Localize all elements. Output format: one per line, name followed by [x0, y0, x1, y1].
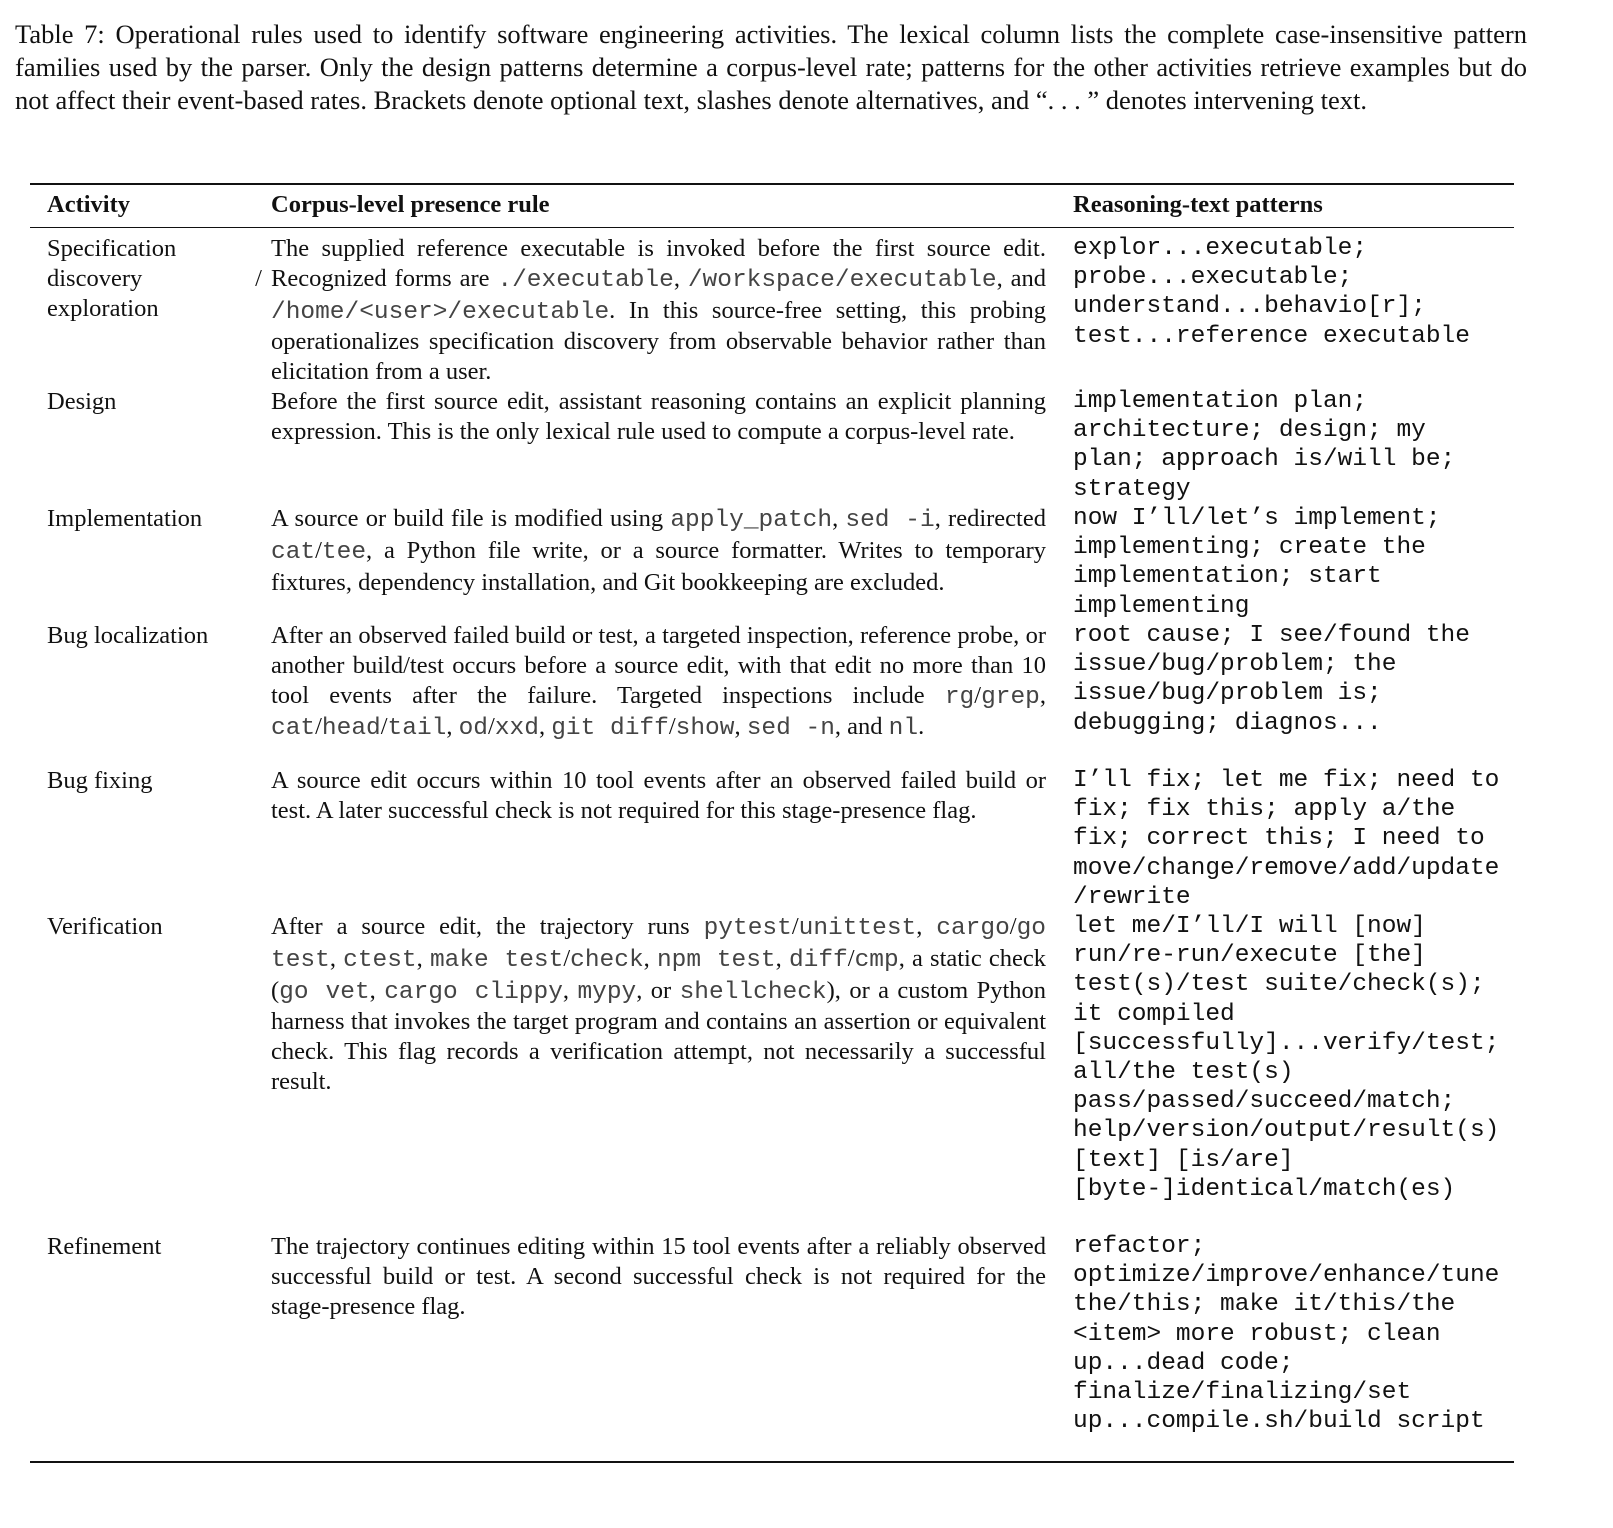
inline-code: git diff — [551, 715, 669, 743]
inline-code: apply_patch — [670, 506, 833, 534]
inline-code: ./executable — [497, 266, 674, 294]
table-row — [30, 766, 1514, 912]
inline-code: grep — [981, 683, 1040, 711]
rule-text: , — [643, 944, 657, 972]
inline-code: tail — [387, 715, 447, 743]
table-row — [30, 228, 1514, 387]
rule-text: / — [315, 713, 322, 741]
inline-code: sed -i — [845, 506, 935, 534]
rule-text: / — [791, 913, 799, 940]
rule-text: , a Python file write, or a source formatter. Writes to temporary fixtures, dependency installation, and Git bookkeeping are excluded. — [271, 536, 1046, 596]
activity-cell: Bug fixing — [47, 766, 153, 794]
table-caption: Table 7: Operational rules used to identify software engineering activities. The lexical column lists the complete case-insensitive pattern families used by the parser. Only the design patterns determine a corpus-level rate; patterns for the other activities retrieve examples but do not affect their event-based rates. Brackets denote optional text, slashes denote alternatives, and “. . . ” denotes intervening text. — [15, 19, 1527, 115]
inline-code: cmp — [854, 946, 899, 974]
inline-code: shellcheck — [679, 978, 827, 1006]
table-bottom-rule — [30, 1462, 1514, 1463]
inline-code: head — [321, 715, 381, 743]
inline-code: cargo clippy — [384, 978, 563, 1006]
rule-cell — [263, 387, 1046, 504]
patterns-cell: refactor; optimize/improve/enhance/tune the/this; make it/this/the <item> more robust; clean up...dead code; finalize/finalizing/set up...compile.sh/build script — [1073, 1233, 1500, 1436]
rule-text: / — [488, 713, 495, 741]
rule-text: A source edit occurs within 10 tool events after an observed failed build or test. A later successful check is not required for this stage-presence flag. — [271, 766, 1046, 824]
table-header-row — [30, 184, 1514, 228]
table-body — [30, 228, 1514, 1463]
patterns-cell: I’ll fix; let me fix; need to fix; fix this; apply a/the fix; correct this; I need to move/change/remove/add/update/rewrite — [1073, 766, 1500, 911]
rule-cell — [263, 504, 1046, 621]
inline-code: sed -n — [746, 715, 835, 743]
inline-code: go test — [271, 915, 1046, 974]
rule-text: . — [918, 713, 925, 741]
rule-text: After a source edit, the trajectory runs — [271, 913, 704, 940]
rule-cell — [263, 228, 1046, 387]
table-row — [30, 621, 1514, 766]
rule-cell — [263, 912, 1046, 1232]
table-row — [30, 1232, 1514, 1462]
rule-text: ), or a custom Python harness that invokes the target program and contains an assertion or equivalent check. This flag records a verification attempt, not necessarily a successful result. — [271, 976, 1047, 1095]
inline-code: cat — [271, 538, 316, 566]
inline-code: tee — [321, 538, 367, 566]
patterns-cell: explor...executable; probe...executable; understand...behavio[r]; test...reference executable — [1073, 235, 1470, 350]
rule-text: / — [668, 713, 676, 741]
rule-text: , — [538, 713, 552, 741]
rule-text: , — [832, 504, 846, 532]
rule-text: Before the first source edit, assistant reasoning contains an explicit planning expression. This is the only lexical rule used to compute a corpus-level rate. — [271, 387, 1046, 445]
rule-text: , and — [996, 264, 1046, 292]
rule-text: , — [446, 713, 459, 741]
table-row — [30, 387, 1514, 504]
inline-code: show — [675, 715, 735, 743]
header-rule: Corpus-level presence rule — [263, 184, 1046, 228]
rule-text: , — [329, 944, 344, 972]
rule-text: , — [1039, 681, 1046, 709]
inline-code: unittest — [798, 915, 917, 942]
rule-text: The trajectory continues editing within 15 tool events after a reliably observed successful build or test. A second successful check is not required for the stage-presence flag. — [271, 1233, 1046, 1320]
rule-text: The supplied reference executable is invoked before the first source edit. Recognized forms are — [271, 235, 1046, 292]
rule-text: After an observed failed build or test, a targeted inspection, reference probe, or another build/test occurs before a source edit, with that edit no more than 10 tool events after the failure. Targeted inspections include — [271, 621, 1046, 709]
rules-table — [30, 183, 1514, 1463]
inline-code: npm test — [656, 946, 776, 974]
rule-text: , a static check ( — [271, 944, 1047, 1004]
activity-cell: Design — [47, 387, 117, 415]
patterns-cell: implementation plan; architecture; design; my plan; approach is/will be; strategy — [1073, 387, 1456, 503]
inline-code: go vet — [279, 978, 370, 1006]
inline-code: cat — [271, 715, 316, 743]
rule-text: , — [734, 713, 747, 741]
rule-text: / — [974, 681, 982, 709]
rule-text: / — [1009, 913, 1017, 940]
rule-text: , — [369, 976, 385, 1004]
patterns-cell: let me/I’ll/I will [now] run/re-run/execute [the] test(s)/test suite/check(s); it compiled [successfully]...verify/test; all/the test(s) pass/passed/succeed/match; help/version/output/result(s) [text] [is/are] [byte-]identical/match(es) — [1073, 913, 1500, 1203]
header-activity: Activity — [30, 184, 263, 228]
inline-code: ctest — [343, 946, 417, 974]
rule-text: , redirected — [934, 504, 1046, 532]
activity-cell: Verification — [47, 913, 163, 940]
table-row — [30, 912, 1514, 1232]
rule-text: , — [416, 944, 430, 972]
rule-text: , — [775, 944, 789, 972]
table-row — [30, 504, 1514, 621]
patterns-cell: now I’ll/let’s implement; implementing; create the implementation; start implementing — [1073, 504, 1441, 620]
inline-code: xxd — [494, 715, 539, 743]
inline-code: make test — [429, 946, 564, 974]
activity-cell: Refinement — [47, 1233, 162, 1260]
rule-text: / — [563, 944, 571, 972]
rule-text: / — [315, 536, 322, 564]
rule-cell — [263, 1232, 1046, 1462]
rule-text: , or — [636, 976, 680, 1004]
inline-code: cargo — [936, 915, 1010, 942]
inline-code: diff — [788, 946, 848, 974]
rule-text: , — [673, 264, 688, 292]
inline-code: pytest — [703, 915, 792, 942]
inline-code: mypy — [577, 978, 637, 1006]
rule-cell — [263, 621, 1046, 766]
inline-code: check — [570, 946, 644, 974]
inline-code: rg — [944, 683, 975, 711]
rule-text: , — [916, 913, 937, 940]
inline-code: nl — [888, 715, 919, 743]
rule-cell — [263, 766, 1046, 912]
activity-cell: Specification discovery / exploration — [47, 235, 262, 322]
rule-text: , and — [834, 713, 889, 741]
rule-text: / — [847, 944, 855, 972]
header-patterns: Reasoning-text patterns — [1046, 184, 1514, 228]
rule-text: , — [562, 976, 578, 1004]
rule-text: A source or build file is modified using — [271, 504, 671, 532]
inline-code: /home/<user>/executable — [271, 298, 610, 326]
rule-text: . In this source-free setting, this probing operationalizes specification discovery from observable behavior rather than elicitation from a user. — [271, 296, 1046, 386]
inline-code: /workspace/executable — [687, 266, 997, 294]
activity-cell: Bug localization — [47, 621, 209, 649]
activity-cell: Implementation — [47, 504, 203, 532]
patterns-cell: root cause; I see/found the issue/bug/problem; the issue/bug/problem is; debugging; diagnos... — [1073, 621, 1470, 737]
rule-text: / — [380, 713, 388, 741]
inline-code: od — [458, 715, 489, 743]
